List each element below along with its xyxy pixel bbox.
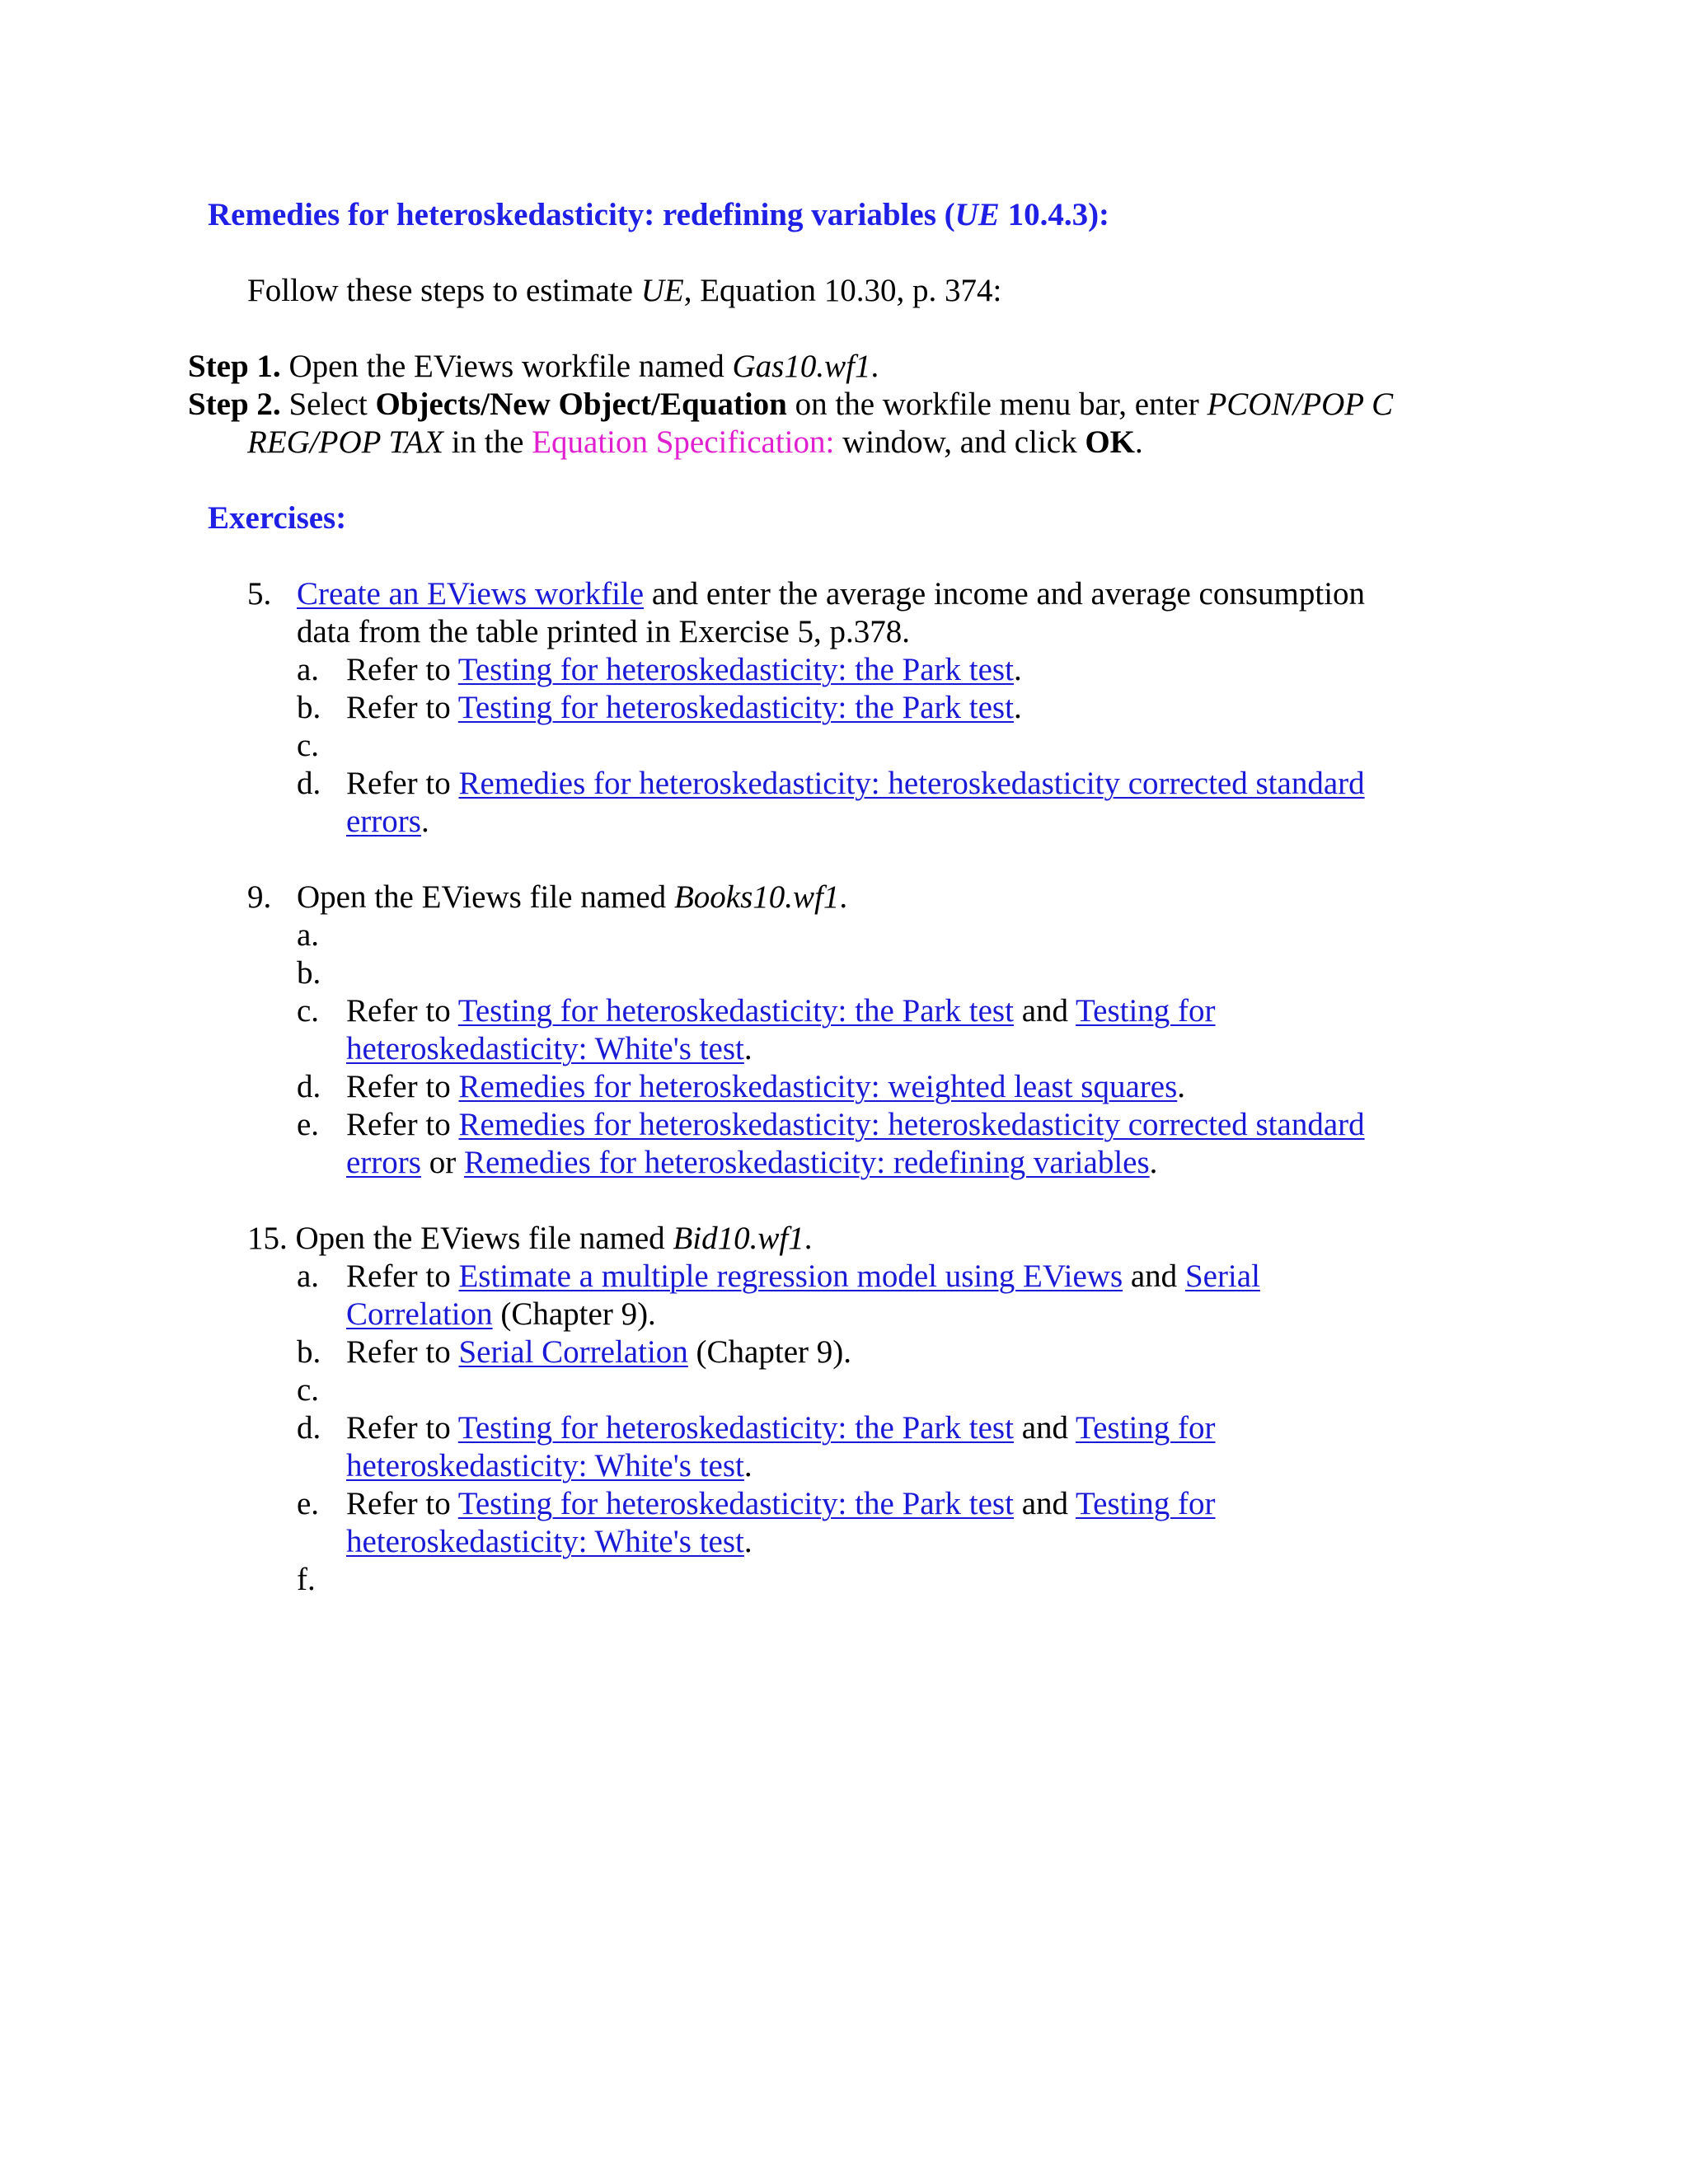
and-text: and	[1013, 993, 1076, 1029]
step-1-text: Open the EViews workfile named	[280, 349, 733, 384]
exercise-9-number: 9.	[247, 879, 272, 915]
intro-text: Follow these steps to estimate	[247, 273, 641, 308]
step-2-text-mid: on the workfile menu bar, enter	[786, 387, 1207, 422]
exercise-15d-line-1	[346, 1409, 1216, 1447]
step-2-text: Select	[280, 387, 376, 422]
and-text: and	[1013, 1486, 1076, 1521]
exercise-5d-line-1	[346, 765, 1365, 803]
and-text: and	[1013, 1410, 1076, 1446]
redefining-variables-link[interactable]: Remedies for heteroskedasticity: redefining variables	[463, 1145, 1150, 1180]
exercise-9d-marker: d.	[297, 1069, 321, 1104]
exercise-5-number: 5.	[247, 576, 272, 612]
exercise-9-filename: Books10.wf1	[673, 879, 840, 915]
exercise-15b	[346, 1333, 851, 1371]
exercise-5b-marker: b.	[297, 690, 321, 725]
exercise-5a-marker: a.	[297, 652, 320, 687]
exercise-9b-marker: b.	[297, 955, 321, 991]
period: .	[1013, 652, 1022, 687]
whites-test-link[interactable]: Testing for	[1076, 1410, 1216, 1446]
period: .	[804, 1221, 813, 1256]
exercise-5d-marker: d.	[297, 766, 321, 801]
period: .	[743, 1448, 753, 1483]
step-2-label: Step 2.	[188, 387, 281, 422]
ok-label: OK	[1085, 424, 1135, 460]
exercise-9e-line-2	[346, 1144, 1157, 1182]
exercise-9c-line-1	[346, 992, 1216, 1030]
park-test-link[interactable]: Testing for heteroskedasticity: the Park test	[457, 1410, 1014, 1446]
refer-to-text: Refer to	[346, 1258, 459, 1294]
step-2-equation-part-1: PCON/POP C	[1207, 387, 1394, 422]
period: .	[420, 804, 429, 839]
serial-correlation-link[interactable]: Serial Correlation	[458, 1334, 688, 1370]
refer-to-text: Refer to	[346, 1107, 459, 1142]
equation-specification-label: Equation Specification:	[532, 424, 835, 460]
exercise-5c-marker: c.	[297, 728, 320, 763]
exercise-9a-marker: a.	[297, 917, 320, 953]
exercise-9d	[346, 1068, 1185, 1106]
period: .	[1177, 1069, 1186, 1104]
exercise-9-text: Open the EViews file named	[297, 879, 674, 915]
corrected-standard-errors-link[interactable]: Remedies for heteroskedasticity: heteroskedasticity corrected standard	[458, 766, 1365, 801]
refer-to-text: Refer to	[346, 652, 458, 687]
section-heading	[208, 196, 1109, 234]
refer-to-text: Refer to	[346, 993, 458, 1029]
park-test-link[interactable]: Testing for heteroskedasticity: the Park test	[457, 652, 1014, 687]
or-text: or	[420, 1145, 464, 1180]
period: .	[1013, 690, 1022, 725]
serial-correlation-link[interactable]: Serial	[1184, 1258, 1260, 1294]
step-1-label: Step 1.	[188, 349, 281, 384]
refer-to-text: Refer to	[346, 690, 458, 725]
exercise-15b-marker: b.	[297, 1334, 321, 1370]
refer-to-text: Refer to	[346, 1486, 458, 1521]
refer-to-text: Refer to	[346, 1334, 459, 1370]
exercise-9-line	[297, 879, 847, 916]
chapter-reference: (Chapter 9).	[492, 1296, 656, 1332]
exercises-heading: Exercises:	[208, 500, 347, 536]
whites-test-link-cont[interactable]: heteroskedasticity: White's test	[346, 1524, 744, 1559]
heading-text: Remedies for heteroskedasticity: redefining variables (	[208, 197, 955, 232]
exercise-15e-line-1	[346, 1485, 1216, 1523]
refer-to-text: Refer to	[346, 766, 459, 801]
exercise-15e-marker: e.	[297, 1486, 320, 1521]
whites-test-link[interactable]: Testing for	[1076, 1486, 1216, 1521]
chapter-reference: (Chapter 9).	[687, 1334, 851, 1370]
exercise-15f-marker: f.	[297, 1562, 316, 1597]
and-text: and	[1123, 1258, 1185, 1294]
exercise-15c-marker: c.	[297, 1372, 320, 1408]
heading-section-number: 10.4.3):	[999, 197, 1110, 232]
heading-ue: UE	[954, 197, 1000, 232]
exercise-15-filename: Bid10.wf1	[673, 1221, 804, 1256]
exercise-9c-marker: c.	[297, 993, 320, 1029]
exercise-5-line-2: data from the table printed in Exercise 5, p.378.	[297, 614, 911, 649]
step-2-period: .	[1135, 424, 1143, 460]
step-2-text-click: window, and click	[834, 424, 1085, 460]
corrected-standard-errors-link[interactable]: Remedies for heteroskedasticity: heteroskedasticity corrected standard	[458, 1107, 1365, 1142]
whites-test-link[interactable]: Testing for	[1076, 993, 1216, 1029]
exercise-15-line	[247, 1220, 812, 1258]
step-2-text-in: in the	[443, 424, 532, 460]
exercise-5-line-1	[297, 575, 1365, 613]
period: .	[839, 879, 848, 915]
create-eviews-workfile-link[interactable]: Create an EViews workfile	[297, 576, 645, 612]
exercise-9e-line-1	[346, 1106, 1365, 1144]
step-2-menu-path: Objects/New Object/Equation	[375, 387, 787, 422]
step-2-line-1	[188, 386, 1393, 424]
period: .	[743, 1031, 753, 1066]
intro-ue: UE	[640, 273, 684, 308]
step-1-filename: Gas10.wf1	[732, 349, 871, 384]
weighted-least-squares-link[interactable]: Remedies for heteroskedasticity: weighted least squares	[458, 1069, 1178, 1104]
park-test-link[interactable]: Testing for heteroskedasticity: the Park test	[457, 1486, 1014, 1521]
corrected-standard-errors-link-cont[interactable]: errors	[346, 804, 421, 839]
serial-correlation-link-cont[interactable]: Correlation	[346, 1296, 493, 1332]
park-test-link[interactable]: Testing for heteroskedasticity: the Park test	[457, 690, 1014, 725]
intro-line	[247, 272, 1001, 310]
step-1	[188, 348, 879, 386]
corrected-standard-errors-link-cont[interactable]: errors	[346, 1145, 421, 1180]
exercise-5b	[346, 689, 1022, 727]
exercise-5a	[346, 651, 1022, 689]
exercise-15d-line-2	[346, 1447, 753, 1485]
step-2-line-2	[247, 424, 1143, 462]
exercise-15e-line-2	[346, 1523, 753, 1561]
whites-test-link-cont[interactable]: heteroskedasticity: White's test	[346, 1448, 744, 1483]
exercise-15a-line-1	[346, 1258, 1260, 1296]
period: .	[743, 1524, 753, 1559]
exercise-5d-line-2	[346, 803, 429, 841]
step-1-period: .	[870, 349, 879, 384]
exercise-15d-marker: d.	[297, 1410, 321, 1446]
refer-to-text: Refer to	[346, 1069, 459, 1104]
exercise-9c-line-2	[346, 1030, 753, 1068]
refer-to-text: Refer to	[346, 1410, 458, 1446]
exercise-5-text-1: and enter the average income and average consumption	[644, 576, 1366, 612]
multiple-regression-link[interactable]: Estimate a multiple regression model using EViews	[458, 1258, 1123, 1294]
exercise-15-text: Open the EViews file named	[287, 1221, 673, 1256]
exercise-15a-line-2	[346, 1296, 656, 1333]
step-2-equation-part-2: REG/POP TAX	[247, 424, 443, 460]
exercise-15-number: 15.	[247, 1221, 288, 1256]
exercise-9e-marker: e.	[297, 1107, 320, 1142]
intro-equation: , Equation 10.30, p. 374:	[683, 273, 1002, 308]
park-test-link[interactable]: Testing for heteroskedasticity: the Park test	[457, 993, 1014, 1029]
whites-test-link-cont[interactable]: heteroskedasticity: White's test	[346, 1031, 744, 1066]
period: .	[1149, 1145, 1158, 1180]
exercise-15a-marker: a.	[297, 1258, 320, 1294]
